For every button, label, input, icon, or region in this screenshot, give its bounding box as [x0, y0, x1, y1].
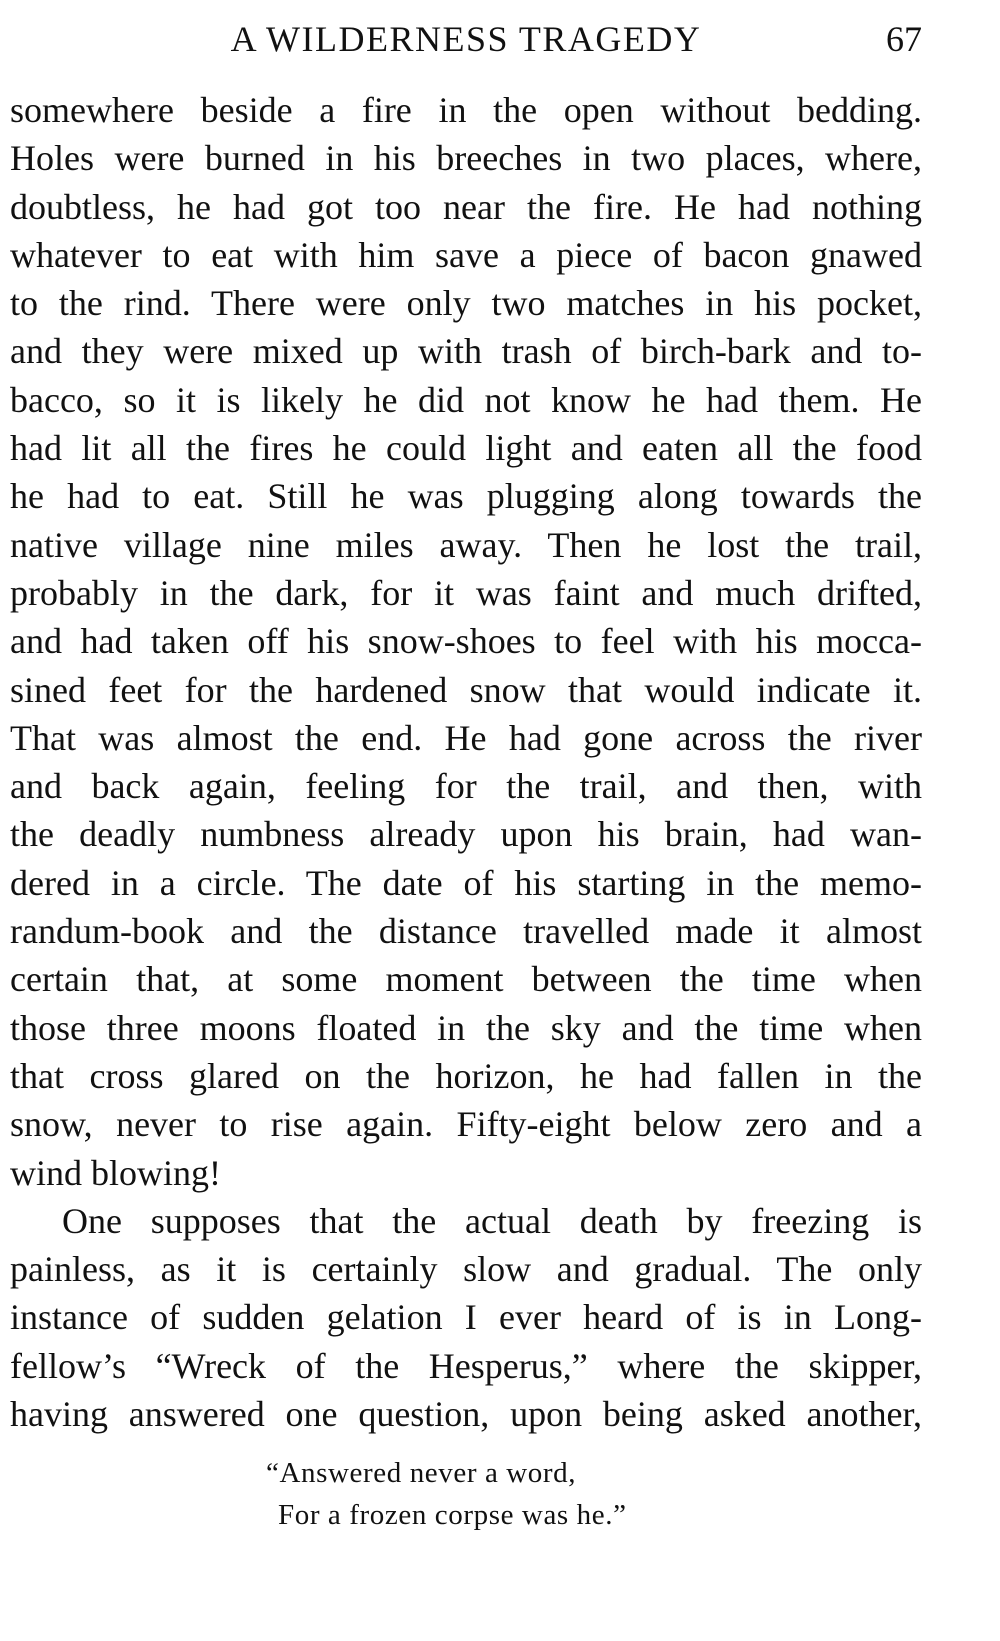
- text-line: randum-book and the distance travelled made it almost: [10, 911, 922, 952]
- paragraph-1: [10, 86, 922, 1197]
- text-line: somewhere beside a fire in the open without bedding.: [10, 90, 922, 130]
- text-line: to the rind. There were only two matches in his pocket,: [10, 283, 922, 324]
- text-line: doubtless, he had got too near the fire. He had nothing: [10, 186, 922, 227]
- text-line: painless, as it is certainly slow and gradual. The only: [10, 1249, 922, 1290]
- text-line: that cross glared on the horizon, he had fallen in the: [10, 1055, 922, 1096]
- text-line: the deadly numbness already upon his brain, had wan-: [10, 814, 922, 855]
- verse-quotation: [266, 1452, 726, 1536]
- quote-line: “Answered never a word,: [266, 1457, 577, 1489]
- text-line: native village nine miles away. Then he lost the trail,: [10, 524, 922, 565]
- running-head: [10, 14, 922, 64]
- text-line: certain that, at some moment between the time when: [10, 959, 922, 1000]
- text-line: those three moons floated in the sky and the time when: [10, 1007, 922, 1048]
- text-line: One supposes that the actual death by freezing is: [62, 1200, 922, 1241]
- running-title: A WILDERNESS TRAGEDY: [230, 19, 702, 59]
- text-line: sined feet for the hardened snow that would indicate it.: [10, 669, 922, 710]
- text-line: Holes were burned in his breeches in two places, where,: [10, 138, 922, 179]
- text-line: he had to eat. Still he was plugging along towards the: [10, 476, 922, 517]
- text-line: dered in a circle. The date of his starting in the memo-: [10, 862, 922, 903]
- text-line: instance of sudden gelation I ever heard of is in Long-: [10, 1297, 922, 1338]
- text-line: and had taken off his snow-shoes to feel with his mocca-: [10, 621, 922, 662]
- text-line: bacco, so it is likely he did not know he had them. He: [10, 379, 922, 420]
- text-line: having answered one question, upon being asked another,: [10, 1394, 922, 1435]
- page-number: 67: [886, 19, 922, 59]
- body-text: [10, 86, 922, 1438]
- book-page: [10, 0, 922, 1641]
- text-line: whatever to eat with him save a piece of bacon gnawed: [10, 234, 922, 275]
- quote-line: For a frozen corpse was he.”: [278, 1499, 627, 1531]
- text-line: snow, never to rise again. Fifty-eight below zero and a: [10, 1104, 922, 1145]
- text-line: That was almost the end. He had gone across the river: [10, 717, 922, 758]
- text-line: and they were mixed up with trash of birch-bark and to-: [10, 331, 922, 372]
- paragraph-2: [10, 1197, 922, 1438]
- text-line: and back again, feeling for the trail, and then, with: [10, 766, 922, 807]
- text-line: wind blowing!: [10, 1152, 221, 1193]
- text-line: had lit all the fires he could light and eaten all the food: [10, 428, 922, 469]
- text-line: probably in the dark, for it was faint and much drifted,: [10, 572, 922, 613]
- text-line: fellow’s “Wreck of the Hesperus,” where the skipper,: [10, 1345, 922, 1386]
